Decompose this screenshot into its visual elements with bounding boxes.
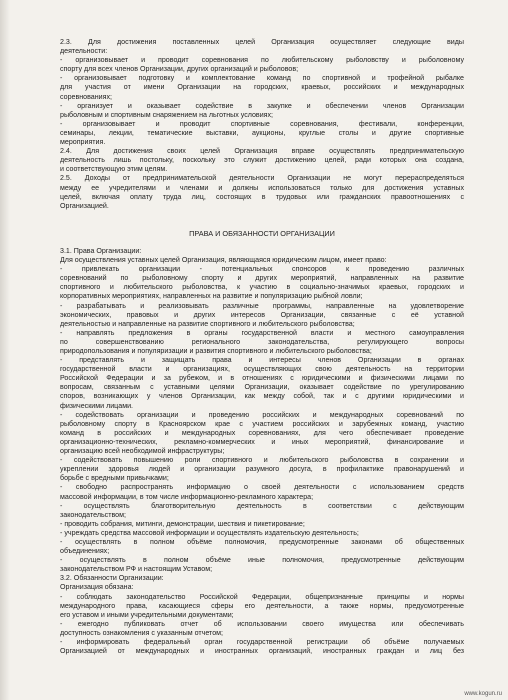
- text-line: 2.5. Доходы от предпринимательской деятельности Организации не могут перераспределяться: [60, 174, 464, 183]
- text-line: - учреждать средства массовой информации и осуществлять издательскую деятельность;: [60, 528, 359, 537]
- text-line: деятельностью и направленные на развитие спортивного и любительского рыболовства;: [60, 319, 355, 328]
- text-line: Для осуществления уставных целей Организация, являющаяся юридическим лицом, имеет право:: [60, 256, 387, 265]
- text-line: Организация обязана:: [60, 583, 134, 592]
- text-line: Организацией.: [60, 201, 109, 210]
- text-line: государственной власти и организациях, осуществляющих свою деятельность на территории: [60, 365, 464, 374]
- text-line: - содействовать повышению роли спортивного и любительского рыболовства в сохранении и: [60, 456, 464, 465]
- watermark: www.kogun.ru: [464, 691, 502, 697]
- text-line: - направлять предложения в органы государственной власти и местного самоуправления: [60, 328, 464, 337]
- text-line: - разрабатывать и реализовывать различные программы, направленные на удовлетворение: [60, 301, 464, 310]
- section-3-text: [60, 247, 464, 656]
- text-line: - содействовать организации и проведению российских и международных соревнований по: [60, 410, 464, 419]
- text-line: природопользования и популяризации и развития спортивного и любительского рыболовства;: [60, 347, 372, 356]
- text-line: доступность ознакомления с указанным отчетом;: [60, 628, 224, 637]
- text-line: 3.2. Обязанности Организации:: [60, 574, 164, 583]
- text-line: спортивного и любительского рыболовства, к участию в социально-значимых краевых, городских и: [60, 283, 464, 292]
- text-line: по совершенствованию регионального законодательства, регулирующего вопросы: [60, 337, 464, 346]
- text-line: международного права, касающиеся сферы его деятельности, а также нормы, предусмотренные: [60, 601, 464, 610]
- text-line: деятельности:: [60, 47, 108, 56]
- text-line: - соблюдать законодательство Российской Федерации, общепризнанные принципы и нормы: [60, 592, 464, 601]
- page-fold-shadow: [0, 0, 10, 700]
- text-line: рыболовным и спортивным снаряжением на льготных условиях;: [60, 110, 274, 119]
- text-line: законодательством РФ и настоящим Уставом;: [60, 565, 213, 574]
- text-line: - организует и оказывает содействие в закупке и обеспечении членов Организации: [60, 101, 464, 110]
- text-line: - организовывает и проводит соревнования по любительскому рыболовству и рыболовному: [60, 56, 464, 65]
- text-line: соревнований по рыболовному спорту и других мероприятий, направленных на развитие: [60, 274, 464, 283]
- text-line: - осуществлять в полном объёме полномочия, предусмотренные законами об общественных: [60, 537, 464, 546]
- text-line: - привлекать организации - потенциальных спонсоров к проведению различных: [60, 265, 464, 274]
- text-line: - осуществлять в полном объёме иные полномочия, предусмотренные действующим: [60, 556, 464, 565]
- section-gap: [60, 238, 464, 247]
- text-line: законодательством;: [60, 510, 126, 519]
- section-gap: [60, 211, 464, 220]
- text-line: семинары, лекции, тематические выставки, аукционы, круглые столы и другие спортивные: [60, 128, 464, 137]
- text-line: - организовывает подготовку и комплектование команд по спортивной и трофейной рыбалке: [60, 74, 464, 83]
- text-line: целей, включая оплату труда лиц, состоящих в трудовых или гражданских правоотношениях с: [60, 192, 464, 201]
- text-line: корпоративных мероприятиях, направленных на развитие и популяризацию рыбной ловли;: [60, 292, 363, 301]
- text-line: и соответствующую этим целям.: [60, 165, 168, 174]
- text-line: 2.4. Для достижения своих целей Организация вправе осуществлять предпринимательскую: [60, 147, 464, 156]
- text-line: - свободно распространять информацию о своей деятельности с использованием средств: [60, 483, 464, 492]
- text-line: 3.1. Права Организации:: [60, 246, 142, 255]
- text-line: - осуществлять благотворительную деятельность в соответствии с действующим: [60, 501, 464, 510]
- text-line: борьбе с вредными привычками;: [60, 474, 169, 483]
- text-line: объединениях;: [60, 547, 110, 556]
- text-line: вопросам, связанным с уставными целями Организации, оказывает содействие по урегулированию: [60, 383, 464, 392]
- text-line: споров, возникающих у членов Организации, как между собой, так и с другими юридическими и: [60, 392, 464, 401]
- text-line: - информировать федеральный орган государственной регистрации об объёме получаемых: [60, 638, 464, 647]
- section-2-text: [60, 38, 464, 211]
- text-line: мероприятия.: [60, 138, 106, 147]
- text-line: 2.3. Для достижения поставленных целей Организация осуществляет следующие виды: [60, 38, 464, 46]
- text-line: массовой информации, в том числе информационно-рекламного характера;: [60, 492, 314, 501]
- text-line: Организацией от международных и иностранных организаций, иностранных граждан и лиц без: [60, 647, 464, 656]
- text-line: между ее учредителями и членами и должны использоваться только для достижения уставных: [60, 183, 464, 192]
- text-line: спорту для всех членов Организации, других организаций и рыболовов;: [60, 65, 299, 74]
- text-line: - организовывает и проводит спортивные соревнования, фестивали, конференции,: [60, 119, 464, 128]
- text-line: деятельность лишь постольку, поскольку это служит достижению целей, ради которых она создана,: [60, 156, 464, 165]
- text-line: соревнованиях;: [60, 92, 112, 101]
- text-line: для участия от имени Организации на городских, краевых, российских и международных: [60, 83, 464, 92]
- text-line: - проводить собрания, митинги, демонстрации, шествия и пикетирование;: [60, 519, 305, 528]
- text-line: физическими лицами.: [60, 401, 133, 410]
- text-line: - ежегодно публиковать отчет об использовании своего имущества или обеспечивать: [60, 619, 464, 628]
- text-line: экономических, правовых и других интересов Организации, связанные с её уставной: [60, 310, 464, 319]
- text-line: организационно-технических, рекламно-коммерческих и иных мероприятий, финансирование и: [60, 437, 464, 446]
- text-line: - представлять и защищать права и интересы членов Организации в органах: [60, 356, 464, 365]
- section-gap: [60, 220, 464, 229]
- section-heading: ПРАВА И ОБЯЗАННОСТИ ОРГАНИЗАЦИИ: [189, 228, 335, 238]
- text-line: укреплении здоровья людей и организации разумного досуга, в профилактике правонарушений и: [60, 465, 464, 474]
- text-line: команд в российских и международных соревнованиях, для чего обеспечивает проведение: [60, 428, 464, 437]
- text-line: организацию всей необходимой инфраструктуры;: [60, 447, 225, 456]
- text-line: его уставом и иными учредительными документами;: [60, 610, 234, 619]
- text-line: рыболовному спорту в Красноярском крае с участием российских и зарубежных команд, участию: [60, 419, 464, 428]
- text-line: Российской Федерации и за рубежом, и в отношениях с юридическими и физическими лицами по: [60, 374, 464, 383]
